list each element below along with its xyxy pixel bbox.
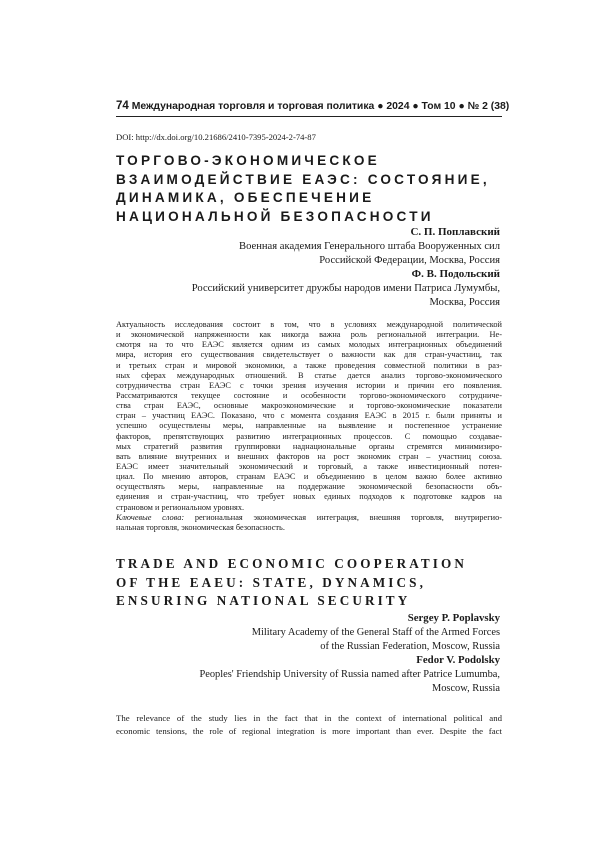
title-english <box>116 555 506 611</box>
affiliation-line: Москва, Россия <box>192 296 500 310</box>
abstract-line: единения и стран-участниц, что требует новых единых подходов к подготовке кадров на <box>116 492 502 502</box>
title-ru-line: ВЗАИМОДЕЙСТВИЕ ЕАЭС: СОСТОЯНИЕ, <box>116 171 506 190</box>
title-ru-line: ТОРГОВО-ЭКОНОМИЧЕСКОЕ <box>116 152 506 171</box>
abstract-line: смотря на то что ЕАЭС является одним из самых молодых интеграционных объединений <box>116 340 502 350</box>
affiliation-ru-1 <box>239 240 500 268</box>
separator-2: ● <box>412 101 418 112</box>
affiliation-en-1 <box>252 626 500 654</box>
separator-3: ● <box>458 101 464 112</box>
abstract-line: страновом и региональном уровнях. <box>116 503 502 513</box>
abstract-en-line: economic tensions, the role of regional integration is more important than ever. Despite the fact <box>116 725 502 738</box>
author-en-2: Fedor V. Podolsky <box>416 654 500 666</box>
affiliation-line: Peoples' Friendship University of Russia named after Patrice Lumumba, <box>199 668 500 682</box>
abstract-russian <box>116 320 502 533</box>
abstract-line: циал. По мнению авторов, странам ЕАЭС и объединению в целом важно более активно <box>116 472 502 482</box>
abstract-line: вать влияние внутренних и внешних факторов на рост экономик стран – участниц союза. <box>116 452 502 462</box>
title-en-line: OF THE EAEU: STATE, DYNAMICS, <box>116 574 506 593</box>
abstract-line: и экономической напряженности как никогда важна роль региональной интеграции. Не- <box>116 330 502 340</box>
keywords-continued: нальная торговля, экономическая безопасность. <box>116 523 502 533</box>
abstract-line: Актуальность исследования состоит в том, что в условиях международной политической <box>116 320 502 330</box>
affiliation-en-2 <box>199 668 500 696</box>
affiliation-line: Military Academy of the General Staff of the Armed Forces <box>252 626 500 640</box>
affiliation-ru-2 <box>192 282 500 310</box>
title-en-line: ENSURING NATIONAL SECURITY <box>116 592 506 611</box>
affiliation-line: Moscow, Russia <box>199 682 500 696</box>
abstract-line: Рассматриваются текущее состояние и особенности торгово-экономического сотрудниче- <box>116 391 502 401</box>
keywords <box>116 513 502 523</box>
author-ru-2: Ф. В. Подольский <box>412 268 500 280</box>
abstract-english <box>116 712 502 738</box>
page-number: 74 <box>116 100 129 112</box>
abstract-line: и третьих стран и мировой экономики, а также проведения совместной политики в раз- <box>116 361 502 371</box>
abstract-line: мира, история его существования свидетельствует о важности как для стран-участниц, так <box>116 350 502 360</box>
abstract-line: факторов, препятствующих развитию интеграционных процессов. С помощью создавае- <box>116 432 502 442</box>
abstract-line: успешно осуществлены меры, направленные на выявление и постепенное устранение <box>116 421 502 431</box>
abstract-en-line: The relevance of the study lies in the fact that in the context of international political and <box>116 712 502 725</box>
keywords-label: Ключевые слова: <box>116 513 184 522</box>
affiliation-line: of the Russian Federation, Moscow, Russia <box>252 640 500 654</box>
affiliation-line: Российский университет дружбы народов имени Патриса Лумумбы, <box>192 282 500 296</box>
journal-volume: Том 10 <box>422 101 456 112</box>
abstract-line: мых стратегий развития группировки наднациональные органы стремятся минимизиро- <box>116 442 502 452</box>
title-ru-line: НАЦИОНАЛЬНОЙ БЕЗОПАСНОСТИ <box>116 208 506 227</box>
author-ru-1: С. П. Поплавский <box>410 226 500 238</box>
abstract-line: ЕАЭС имеет значительный экономический и торговый, а также инвестиционный потен- <box>116 462 502 472</box>
journal-year: 2024 <box>386 101 409 112</box>
header-rule <box>116 116 502 117</box>
title-russian <box>116 152 506 226</box>
journal-name: Международная торговля и торговая политика <box>132 101 375 112</box>
keywords-text: региональная экономическая интеграция, внешняя торговля, внутрирегио- <box>184 513 502 522</box>
title-en-line: TRADE AND ECONOMIC COOPERATION <box>116 555 506 574</box>
title-ru-line: ДИНАМИКА, ОБЕСПЕЧЕНИЕ <box>116 189 506 208</box>
affiliation-line: Российской Федерации, Москва, Россия <box>239 254 500 268</box>
author-en-1: Sergey P. Poplavsky <box>408 612 500 624</box>
running-header <box>116 100 502 112</box>
journal-issue: № 2 (38) <box>468 101 510 112</box>
separator-1: ● <box>377 101 383 112</box>
abstract-line: ства стран ЕАЭС, основные макроэкономические и торгово-экономические показатели <box>116 401 502 411</box>
abstract-line: стран – участниц ЕАЭС. Показано, что с момента создания ЕАЭС в 2015 г. были приняты и <box>116 411 502 421</box>
abstract-line: ных сферах международных отношений. В статье дается анализ торгово-экономического <box>116 371 502 381</box>
abstract-line: сотрудничества стран ЕАЭС с точки зрения изучения истории и причин его появления. <box>116 381 502 391</box>
abstract-line: осуществлять меры, направленные на поддержание экономической безопасности объ- <box>116 482 502 492</box>
doi-link[interactable]: DOI: http://dx.doi.org/10.21686/2410-7395-2024-2-74-87 <box>116 132 316 142</box>
affiliation-line: Военная академия Генерального штаба Вооруженных сил <box>239 240 500 254</box>
